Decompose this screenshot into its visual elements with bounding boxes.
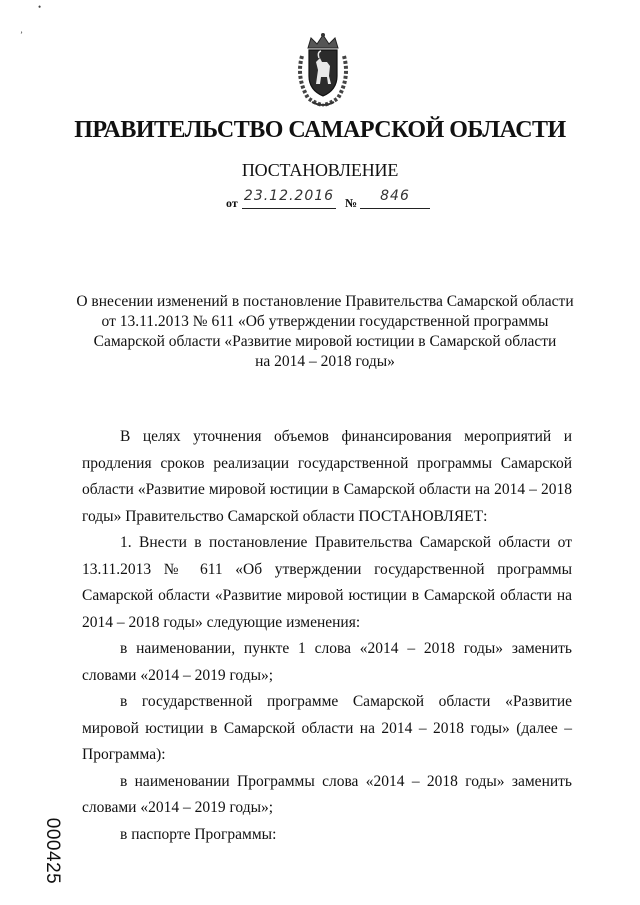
coat-of-arms-icon — [294, 32, 352, 108]
scan-mark-left: ’ — [20, 30, 23, 40]
subject-line: на 2014 – 2018 годы» — [255, 353, 395, 370]
date-prefix: от — [226, 196, 238, 210]
org-title: ПРАВИТЕЛЬСТВО САМАРСКОЙ ОБЛАСТИ — [74, 117, 566, 143]
subject-title — [60, 292, 590, 372]
subject-line: Самарской области «Развитие мировой юстиции в Самарской области — [93, 333, 557, 350]
doc-type-heading: ПОСТАНОВЛЕНИЕ — [241, 160, 399, 180]
paragraph: в паспорте Программы: — [120, 825, 277, 843]
handwritten-date: 23.12.2016 — [242, 188, 336, 209]
paragraph: в наименовании, пункте 1 слова «2014 – 2018 годы» заменить словами «2014 – 2019 годы»; — [82, 640, 572, 684]
paragraph: в наименовании Программы слова «2014 – 2018 годы» заменить словами «2014 – 2019 годы»; — [82, 772, 572, 816]
subject-line: О внесении изменений в постановление Правительства Самарской области — [76, 293, 574, 310]
scan-mark-top: • — [38, 2, 42, 12]
subject-line: от 13.11.2013 № 611 «Об утверждении государственной программы — [101, 313, 549, 330]
number-prefix: № — [345, 196, 358, 210]
paragraph: в государственной программе Самарской области «Развитие мировой юстиции в Самарской области на 2014 – 2018 годы» (далее – Программа): — [82, 693, 572, 763]
handwritten-number: 846 — [360, 188, 430, 209]
date-number-line — [226, 190, 436, 214]
body-text — [82, 424, 572, 848]
side-serial-number: 000425 — [42, 817, 63, 885]
paragraph: В целях уточнения объемов финансирования мероприятий и продления сроков реализации государственной программы Самарской области «Развитие мировой юстиции в Самарской области на 2014 – 2018 годы» Правительство Самарской области ПОСТАНОВЛЯЕТ: — [82, 428, 572, 525]
paragraph: 1. Внести в постановление Правительства Самарской области от 13.11.2013 № 611 «Об утверждении государственной программы Самарской области «Развитие мировой юстиции в Самарской области на 2014 – 2018 годы» следующие изменения: — [82, 534, 572, 631]
